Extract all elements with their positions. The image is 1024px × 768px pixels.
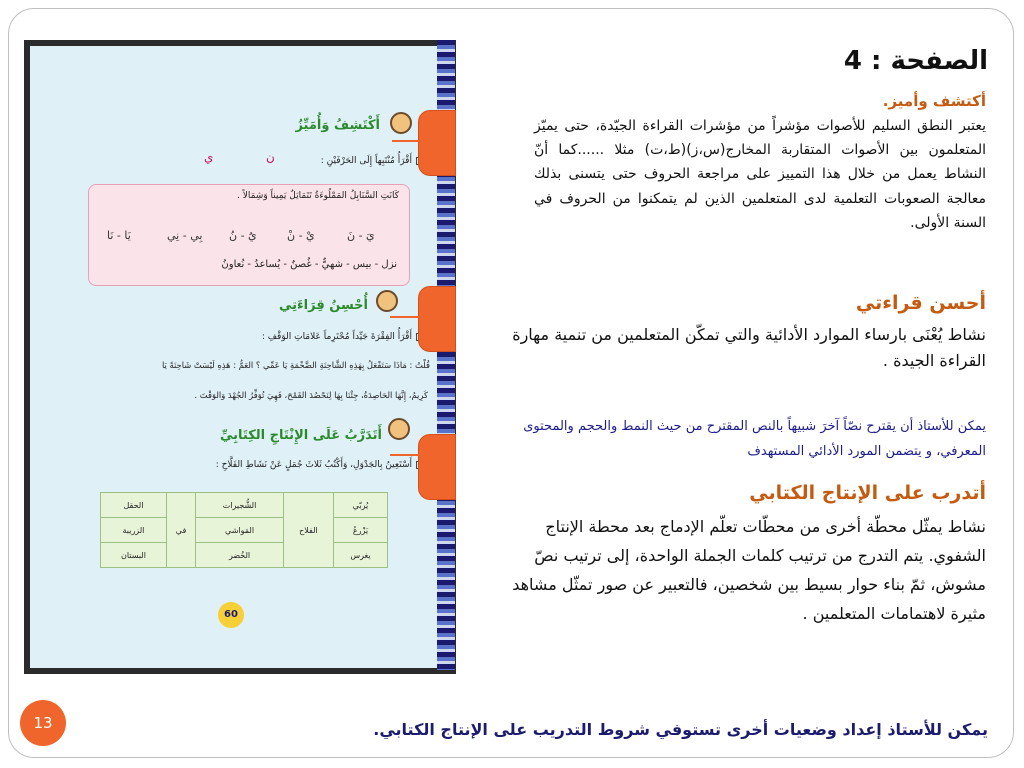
syllable-1: يَا - نَا	[107, 229, 131, 242]
table-cell: المَواشي	[196, 518, 284, 543]
vocabulary-table	[100, 492, 388, 568]
table-cell: الشُّجيرات	[196, 493, 284, 518]
textbook-heading-writing: أَتَدَرَّبُ عَلَى الإِنْتَاجِ الكِتَابِيِّ	[219, 428, 382, 443]
textbook-page-number: 60	[218, 602, 244, 628]
table-cell: في	[166, 493, 195, 568]
callout-connector-1	[392, 140, 420, 142]
section-title-writing: أتدرب على الإنتاج الكتابي	[749, 482, 986, 504]
textbook-page	[30, 46, 438, 668]
textbook-heading-reading: أُحْسِنُ قِرَاءَتِي	[278, 298, 368, 313]
callout-tab-3	[418, 434, 456, 500]
section-body-writing: نشاط يمثّل محطّة أخرى من محطّات تعلّم الإدماج بعد محطة الإنتاج الشفوي. يتم التدرج من ترتيب كلمات الجملة الواحدة، إلى ترتيب نصّ مشوش، ثمّ بناء حوار بسيط بين شخصين، فالتعبير عن صور تمثّل مشاهد مثيرة لاهتمامات المتعلمين .	[512, 517, 986, 623]
table-cell: البستان	[101, 543, 167, 568]
table-cell: الفلاح	[283, 493, 333, 568]
reading-line-1: قُلْتُ : مَاذَا سَتَفْعَلُ بِهَذِهِ الشَّاحِنَةِ الضَّخْمَةِ يَا عَمِّي ؟ العَمُّ : هَذِهِ لَيْسَتْ شَاحِنَةً يَا	[161, 360, 430, 370]
callout-connector-3	[390, 454, 420, 456]
textbook-instruction-3: أَسْتَعِينُ بِالجَدْوَلِ، وَأَكْتُبُ ثَلاثَ جُمَلٍ عَنْ نَشَاطِ الفَلَّاحِ :	[216, 460, 424, 470]
child-icon	[388, 418, 410, 440]
slide-number-badge: 13	[20, 700, 66, 746]
section-title-reading: أحسن قراءتي	[855, 292, 986, 314]
callout-tab-1	[418, 110, 456, 176]
textbook-instruction-1: أَقْرَأُ مُنْتَبِهاً إِلَى الحَرْفَيْنِ :	[321, 156, 424, 166]
words-row: نزل - بيس - شهيٌّ - غُصنٌ - يُساعدُ - نُعاونُ	[221, 259, 397, 270]
syllables-box	[88, 184, 410, 286]
section-body-reading: نشاط يُعْنَى بارساء الموارد الأدائية والتي تمكّن المتعلمين من تنمية مهارة القراءة الجيدة .	[512, 325, 986, 370]
textbook-heading-discover: أَكْتَشِفُ وَأُمَيِّزُ	[295, 118, 380, 133]
syllable-3: يُ - نُ	[229, 229, 257, 242]
teacher-note: يمكن للأستاذ أن يقترح نصّاً آخرَ شبيهاً بالنص المقترح من حيث النمط والحجم والمحتوى المعرفي، و يتضمن المورد الأدائي المستهدف	[523, 419, 986, 459]
table-cell: يُربّي	[333, 493, 387, 518]
table-cell: الخُضر	[196, 543, 284, 568]
syllable-2: بِي - نِي	[167, 229, 203, 242]
table-cell: الزريبة	[101, 518, 167, 543]
callout-connector-2	[390, 316, 420, 318]
section-title-discover: أكتشف وأميز.	[882, 92, 986, 110]
callout-tab-2	[418, 286, 456, 352]
textbook-page-image	[24, 40, 456, 674]
page-title: الصفحة : 4	[843, 46, 988, 76]
textbook-instruction-2: أَقْرَأُ الفِقْرَةَ جَيِّداً مُحْتَرِماً عَلامَاتِ الوَقْفِ :	[262, 332, 424, 342]
table-cell: يغرس	[333, 543, 387, 568]
child-icon	[390, 112, 412, 134]
child-icon	[376, 290, 398, 312]
footer-note: يمكن للأستاذ إعداد وضعيات أخرى تستوفي شروط التدريب على الإنتاج الكتابي.	[373, 720, 988, 739]
reading-line-2: كَرِيمُ، إِنَّهَا الحَاصِدَةُ، جِئْنَا بِهَا لِنَحْصُدَ القَمْحَ، فَهِيَ تُوَفِّرُ الجُهْدَ وَالوَقْتَ .	[194, 390, 428, 400]
table-cell: يَزْرعُ	[333, 518, 387, 543]
pink-box-sentence: كَانَتِ السَّنَابِلُ المَمْلُوءَةُ تَتَمَايَلُ يَمِيناً وَشِمَالاً .	[236, 191, 399, 201]
syllable-5: يَ - نَ	[347, 229, 375, 242]
letter-noon: ن	[266, 150, 275, 164]
section-body-discover: يعتبر النطق السليم للأصوات مؤشراً من مؤشرات القراءة الجيّدة، حتى يميّز المتعلمون بين الأصوات المتقاربة المخارج(س،ز)(ط،ت) مثلا ......كما أنّ النشاط يعمل من خلال هذا التمييز على مراجعة الحروف حتى يتسنى بذلك معالجة الصعوبات التعلمية لدى المتعلمين الذين لم يتمكنوا من الحروف في السنة الأولى.	[534, 118, 986, 231]
table-cell: الحقل	[101, 493, 167, 518]
letter-yaa: ي	[204, 150, 214, 164]
syllable-4: يْ - نْ	[287, 229, 315, 242]
